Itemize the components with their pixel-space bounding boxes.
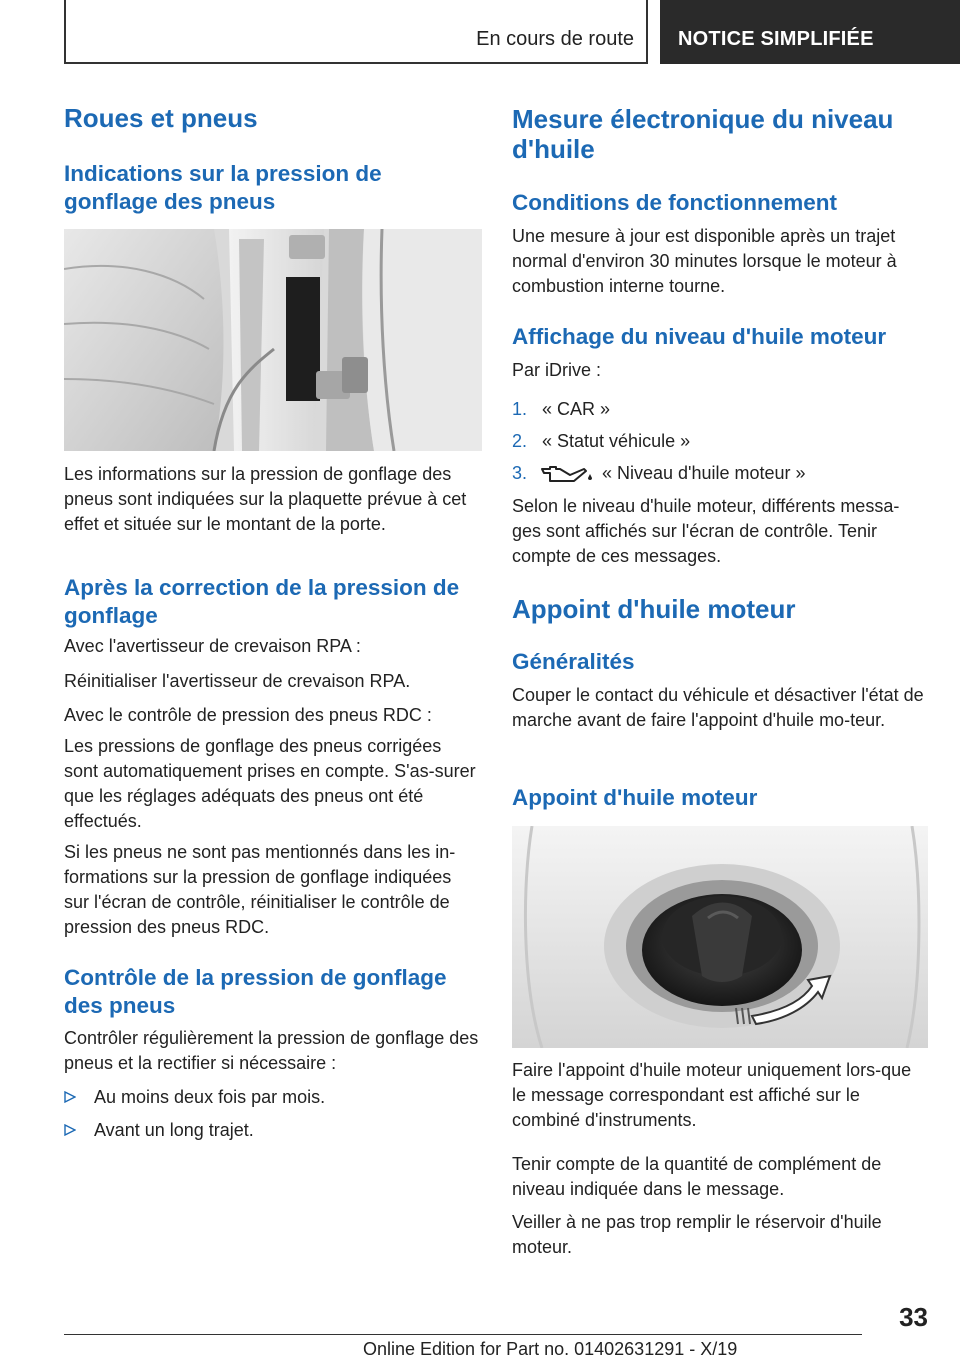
step-number: 3. [512,463,528,483]
footer-edition: Online Edition for Part no. 01402631291 - X/19 [363,1339,738,1359]
oil-filler-cap-illustration [512,826,928,1048]
step-number: 2. [512,431,528,451]
paragraph-generalites: Couper le contact du véhicule et désactiver l'état de marche avant de faire l'appoint d'huile mo-teur. [512,685,924,730]
heading-mesure-electronique: Mesure électronique du niveau d'huile [512,104,894,164]
paragraph-selon-niveau: Selon le niveau d'huile moteur, différents messa-ges sont affichés sur l'écran de contrôle. Tenir compte de ces messages. [512,496,900,566]
heading-controle-pression: Contrôle de la pression de gonflage des pneus [64,965,447,1018]
step-text: « CAR » [542,399,611,419]
list-item-step [512,461,928,486]
heading-appoint-huile: Appoint d'huile moteur [512,594,796,624]
heading-generalites: Généralités [512,649,635,674]
paragraph-faire-appoint: Faire l'appoint d'huile moteur uniquement lors-que le message correspondant est affiché sur le combiné d'instruments. [512,1060,912,1130]
heading-affichage-niveau: Affichage du niveau d'huile moteur [512,324,887,349]
paragraph-controle: Contrôler régulièrement la pression de gonflage des pneus et la rectifier si nécessaire : [64,1028,479,1073]
heading-appoint-huile-moteur: Appoint d'huile moteur [512,785,758,810]
footer-divider [64,1334,862,1335]
step-text: « Niveau d'huile moteur » [602,463,806,483]
heading-apres-correction: Après la correction de la pression de gonflage [64,575,460,628]
oil-can-icon [540,463,596,485]
paragraph-veiller: Veiller à ne pas trop remplir le réservoir d'huile moteur. [512,1212,882,1257]
header-section-title: En cours de route [476,28,634,50]
heading-indications-pression: Indications sur la pression de gonflage des pneus [64,161,382,214]
bullet-text: Au moins deux fois par mois. [94,1087,326,1107]
door-pillar-illustration [64,229,482,451]
bullet-text: Avant un long trajet. [94,1120,254,1140]
page-number: 33 [899,1302,928,1332]
list-item-step [512,397,928,422]
paragraph-rpa: Réinitialiser l'avertisseur de crevaison RPA. [64,671,411,691]
heading-conditions: Conditions de fonctionnement [512,190,837,215]
triangle-bullet-icon [64,1124,76,1136]
header-section-box [64,0,648,64]
bullet-item [64,1118,482,1143]
step-number: 1. [512,399,528,419]
paragraph-rdc-reset: Si les pneus ne sont pas mentionnés dans les in-formations sur la pression de gonflage indiquées sur l'écran de contrôle, réinitialiser le contrôle de pression des pneus RDC. [64,842,456,937]
triangle-bullet-icon [64,1091,76,1103]
paragraph-tenir-compte: Tenir compte de la quantité de complément de niveau indiquée dans le message. [512,1154,882,1199]
paragraph-idrive: Par iDrive : [512,360,602,380]
paragraph-conditions: Une mesure à jour est disponible après un trajet normal d'environ 30 minutes lorsque le moteur à combustion interne tourne. [512,226,897,296]
door-pillar-figure [64,229,482,451]
heading-roues-et-pneus: Roues et pneus [64,103,258,133]
paragraph-rdc: Les pressions de gonflage des pneus corrigées sont automatiquement prises en compte. S'as-surer que les réglages adéquats des pneus ont été effectués. [64,736,476,831]
paragraph-rpa-intro: Avec l'avertisseur de crevaison RPA : [64,636,361,656]
step-text: « Statut véhicule » [542,431,691,451]
oil-filler-figure [512,826,928,1048]
bullet-item [64,1085,482,1110]
list-item-step [512,429,928,454]
paragraph-rdc-intro: Avec le contrôle de pression des pneus RDC : [64,705,432,725]
header-badge [660,0,960,64]
paragraph-indications: Les informations sur la pression de gonflage des pneus sont indiquées sur la plaquette prévue à cet effet et située sur le montant de la porte. [64,464,467,534]
header-badge-label: NOTICE SIMPLIFIÉE [678,28,874,50]
